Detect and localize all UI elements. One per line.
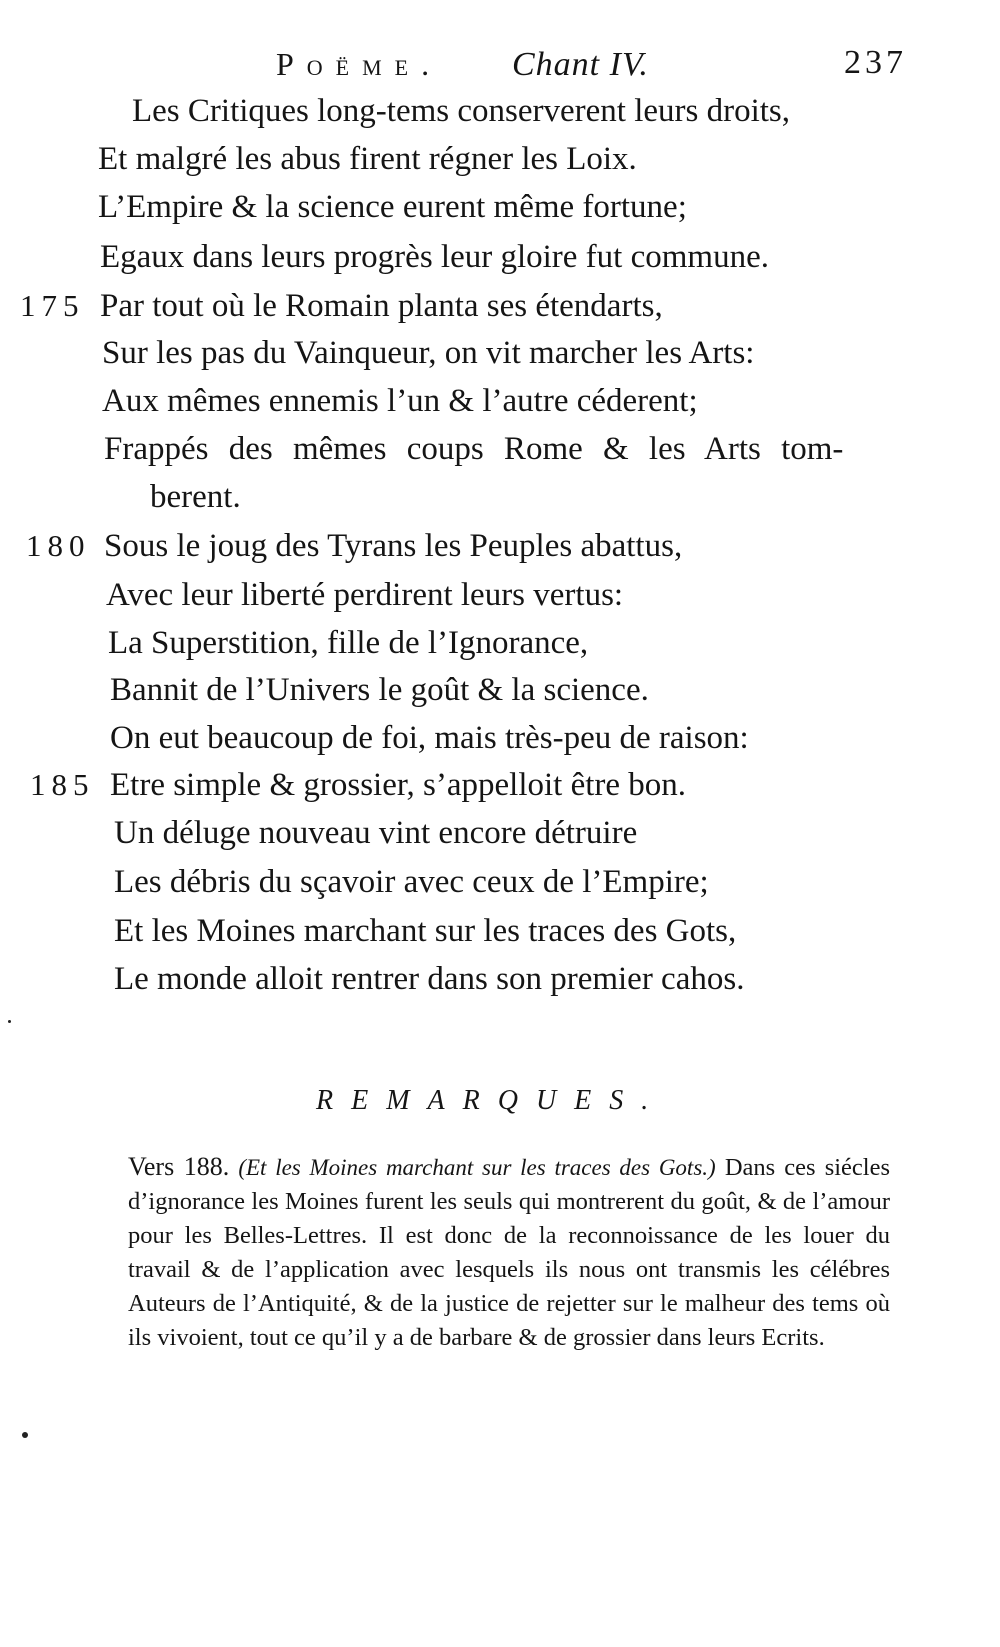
verse-line: Par tout où le Romain planta ses étendarts, [100, 288, 663, 324]
verse-line: L’Empire & la science eurent même fortune; [98, 189, 687, 225]
ink-speck [8, 1020, 11, 1023]
verse-line: On eut beaucoup de foi, mais très-peu de raison: [110, 720, 749, 756]
page-number: 237 [844, 44, 907, 81]
verse-number: 185 [30, 767, 95, 802]
note-verse-reference: Vers 188. [128, 1152, 230, 1181]
ink-speck [22, 1432, 28, 1438]
note-body: Dans ces siécles d’ignorance les Moines furent les seuls qui montrerent du goût, & de l’amour pour les Belles-Lettres. Il est donc de la reconnoissance de les louer du travail & de l’application avec lesquels ils nous ont transmis les célébres Auteurs de l’Antiquité, & de la justice de rejetter sur le malheur des tems où ils vivoient, tout ce qu’il y a de barbare & de grossier dans leurs Ecrits. [128, 1154, 891, 1351]
verse-line: Sur les pas du Vainqueur, on vit marcher les Arts: [102, 335, 755, 371]
verse-number: 175 [20, 288, 85, 323]
verse-line: Egaux dans leurs progrès leur gloire fut commune. [100, 239, 769, 275]
verse-line: Un déluge nouveau vint encore détruire [114, 815, 638, 851]
verse-line: Et malgré les abus firent régner les Loix. [98, 141, 637, 177]
verse-line: Avec leur liberté perdirent leurs vertus: [106, 577, 624, 613]
verse-line: Frappés des mêmes coups Rome & les Arts tom- [104, 431, 844, 467]
remarks-note [128, 1150, 890, 1355]
verse-line: Sous le joug des Tyrans les Peuples abattus, [104, 528, 683, 564]
verse-line: Bannit de l’Univers le goût & la science. [110, 672, 649, 708]
remarks-heading: REMARQUES. [316, 1085, 667, 1116]
verse-line: Aux mêmes ennemis l’un & l’autre céderent; [102, 383, 698, 419]
verse-line: Et les Moines marchant sur les traces des Gots, [114, 913, 737, 949]
verse-line: La Superstition, fille de l’Ignorance, [108, 625, 589, 661]
verse-line: Le monde alloit rentrer dans son premier cahos. [114, 961, 745, 997]
verse-line: Les débris du sçavoir avec ceux de l’Empire; [114, 864, 709, 900]
verse-number: 180 [26, 528, 91, 563]
note-quoted-verse: (Et les Moines marchant sur les traces des Gots.) [238, 1155, 716, 1180]
verse-line: berent. [150, 479, 241, 515]
canto-label: Chant IV. [512, 46, 649, 83]
verse-line: Les Critiques long-tems conserverent leurs droits, [132, 93, 791, 129]
running-title: Poëme. [276, 46, 443, 82]
verse-line: Etre simple & grossier, s’appelloit être bon. [110, 767, 687, 803]
